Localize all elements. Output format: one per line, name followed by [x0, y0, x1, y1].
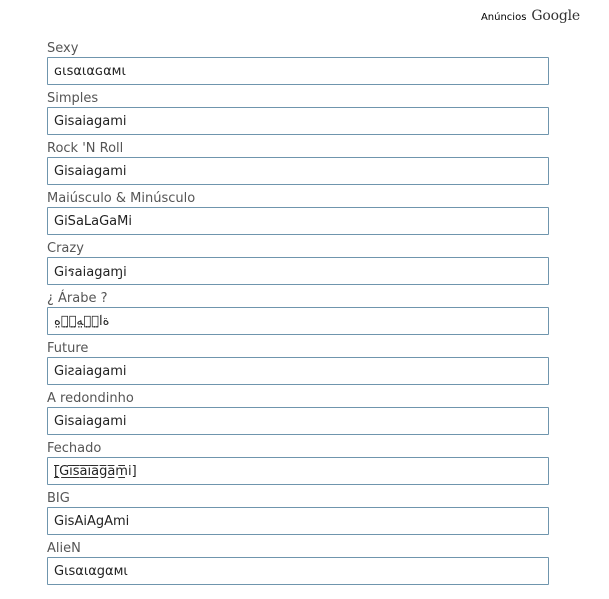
- styled-text-input[interactable]: [47, 157, 549, 185]
- styled-text-input[interactable]: [47, 307, 549, 335]
- field-label: Sexy: [47, 41, 79, 56]
- styled-text-input[interactable]: [47, 557, 549, 585]
- styled-text-input[interactable]: [47, 57, 549, 85]
- styled-text-input[interactable]: [47, 407, 549, 435]
- styled-text-input[interactable]: [47, 507, 549, 535]
- style-field-rock-n-roll: [47, 140, 549, 190]
- style-field-big: [47, 490, 549, 540]
- style-field-maiusculo-minusculo: [47, 190, 549, 240]
- field-label: Simples: [47, 91, 99, 106]
- ads-attribution[interactable]: [481, 8, 580, 24]
- styled-text-input[interactable]: [47, 357, 549, 385]
- style-field-future: [47, 340, 549, 390]
- styled-text-input[interactable]: [47, 207, 549, 235]
- field-label: AlieN: [47, 541, 81, 556]
- field-label: BIG: [47, 491, 70, 506]
- field-label: Rock 'N Roll: [47, 141, 124, 156]
- style-field-a-redondinho: [47, 390, 549, 440]
- field-label: ¿ Árabe ?: [47, 291, 108, 306]
- field-label: A redondinho: [47, 391, 134, 406]
- style-field-fechado: [47, 440, 549, 490]
- field-label: Future: [47, 341, 89, 356]
- ads-label[interactable]: Anúncios: [480, 12, 527, 23]
- field-label: Fechado: [47, 441, 102, 456]
- styled-text-input[interactable]: [47, 107, 549, 135]
- field-label: Maiúsculo & Minúsculo: [47, 191, 196, 206]
- style-field-sexy: [47, 40, 549, 90]
- styled-text-input[interactable]: [47, 457, 549, 485]
- google-logo[interactable]: Google: [531, 8, 580, 24]
- style-field-simples: [47, 90, 549, 140]
- field-label: Crazy: [47, 241, 84, 256]
- font-style-list: [47, 40, 549, 590]
- style-field-crazy: [47, 240, 549, 290]
- styled-text-input[interactable]: [47, 257, 549, 285]
- style-field-arabe: [47, 290, 549, 340]
- style-field-alien: [47, 540, 549, 590]
